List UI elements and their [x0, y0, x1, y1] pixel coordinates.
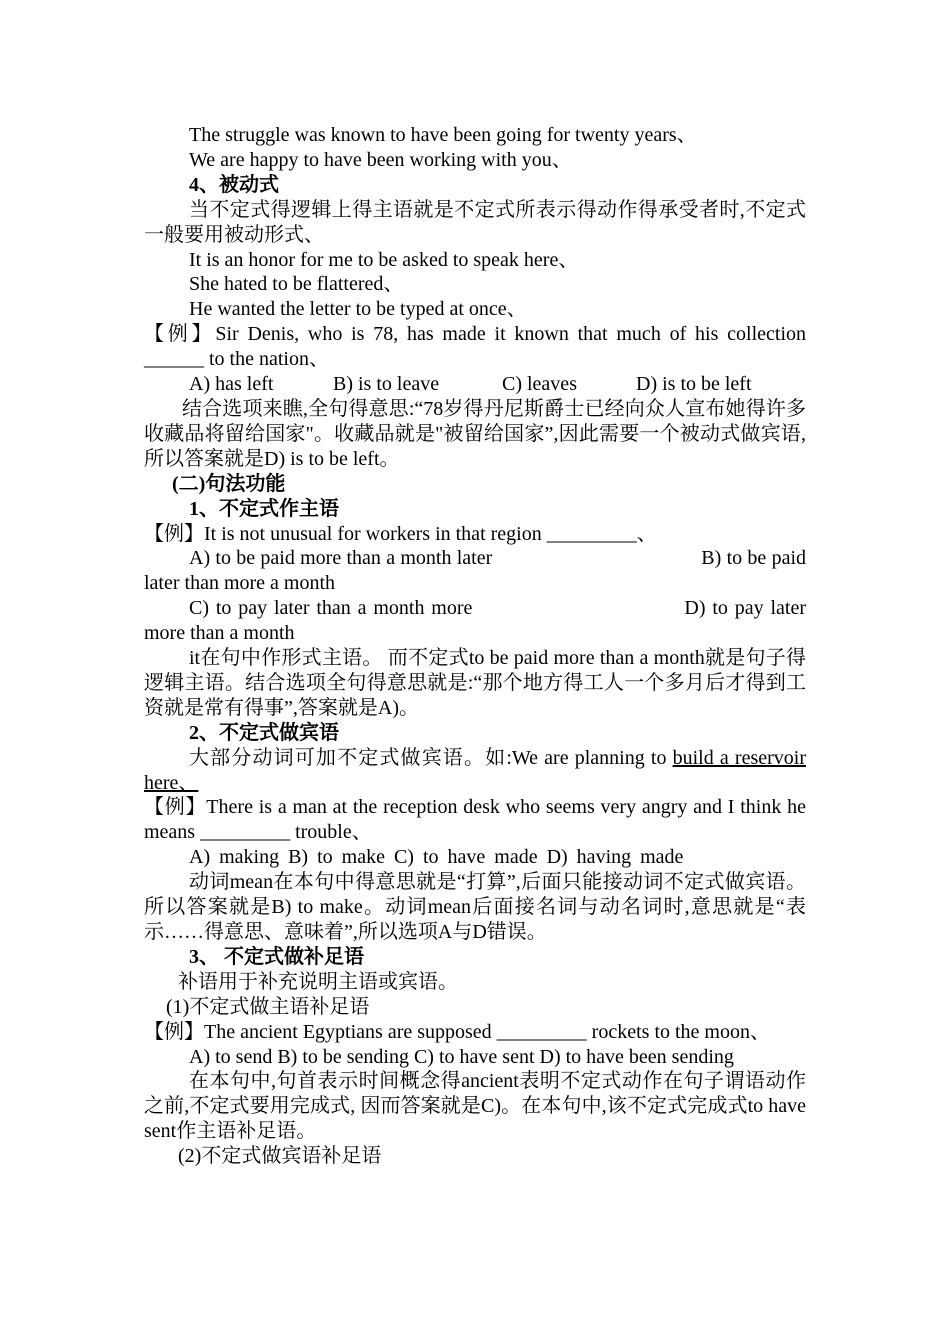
document-page — [144, 123, 806, 1169]
paragraph: 大部分动词可加不定式做宾语。如:We are planning to build a reservoir here、 — [144, 746, 806, 794]
answer-options — [144, 596, 806, 646]
option-c: C) to pay later than a month more — [189, 597, 473, 620]
answer-options — [144, 372, 806, 397]
option-a: A) to be paid more than a month later — [189, 547, 493, 570]
example-sentence: We are happy to have been working with you、 — [189, 148, 572, 171]
sub-heading: (1)不定式做主语补足语 — [166, 995, 370, 1018]
answer-options — [144, 546, 806, 596]
explanation: 结合选项来瞧,全句得意思:“78岁得丹尼斯爵士已经向众人宣布她得许多收藏品将留给国家"。收藏品就是"被留给国家”,因此需要一个被动式做宾语,所以答案就是D) is to be left。 — [144, 397, 806, 470]
example-sentence: She hated to be flattered、 — [189, 273, 404, 296]
explanation: 动词mean在本句中得意思就是“打算”,后面只能接动词不定式做宾语。所以答案就是B) to make。动词mean后面接名词与动名词时,意思就是“表示……得意思、意味着”,所以选项A与D错误。 — [144, 871, 806, 943]
subsection-heading: 3、 不定式做补足语 — [189, 945, 364, 968]
option-a: A) has left — [189, 373, 274, 396]
exercise-question: 【例】It is not unusual for workers in that region _________、 — [144, 522, 657, 545]
option-d: D) to pay later more than a month — [144, 597, 806, 645]
option-b: B) to be paid later than more a month — [144, 547, 806, 595]
subsection-heading: 2、不定式做宾语 — [189, 721, 339, 744]
exercise-question: 【例】There is a man at the reception desk who seems very angry and I think he means _________ trouble、 — [144, 796, 806, 844]
subsection-heading: 1、不定式作主语 — [189, 497, 339, 520]
paragraph: 补语用于补充说明主语或宾语。 — [178, 970, 458, 993]
section-heading: 4、被动式 — [189, 173, 279, 196]
option-b: B) is to leave — [333, 373, 440, 396]
answer-options: A) making B) to make C) to have made D) having made — [189, 846, 684, 869]
explanation: it在句中作形式主语。 而不定式to be paid more than a month就是句子得逻辑主语。结合选项全句得意思就是:“那个地方得工人一个多月后才得到工资就是常有得事”,答案就是A)。 — [144, 647, 806, 719]
example-sentence: He wanted the letter to be typed at once、 — [189, 298, 527, 321]
exercise-question: 【例】Sir Denis, who is 78, has made it known that much of his collection ______ to the nation、 — [144, 323, 806, 371]
option-c: C) leaves — [502, 373, 577, 396]
answer-options: A) to send B) to be sending C) to have sent D) to have been sending — [189, 1045, 734, 1068]
example-sentence: It is an honor for me to be asked to speak here、 — [189, 248, 579, 271]
explanation: 在本句中,句首表示时间概念得ancient表明不定式动作在句子谓语动作之前,不定式要用完成式, 因而答案就是C)。在本句中,该不定式完成式to have sent作主语补足语。 — [144, 1070, 806, 1143]
example-sentence: The struggle was known to have been going for twenty years、 — [189, 124, 697, 146]
paragraph: 当不定式得逻辑上得主语就是不定式所表示得动作得承受者时,不定式一般要用被动形式、 — [144, 198, 806, 246]
sub-heading: (2)不定式做宾语补足语 — [178, 1145, 382, 1168]
option-d: D) is to be left — [636, 373, 752, 396]
section-heading: (二)句法功能 — [172, 472, 286, 495]
underlined-phrase: build a reservoir here、 — [144, 746, 806, 794]
exercise-question: 【例】The ancient Egyptians are supposed _________ rockets to the moon、 — [144, 1020, 770, 1043]
